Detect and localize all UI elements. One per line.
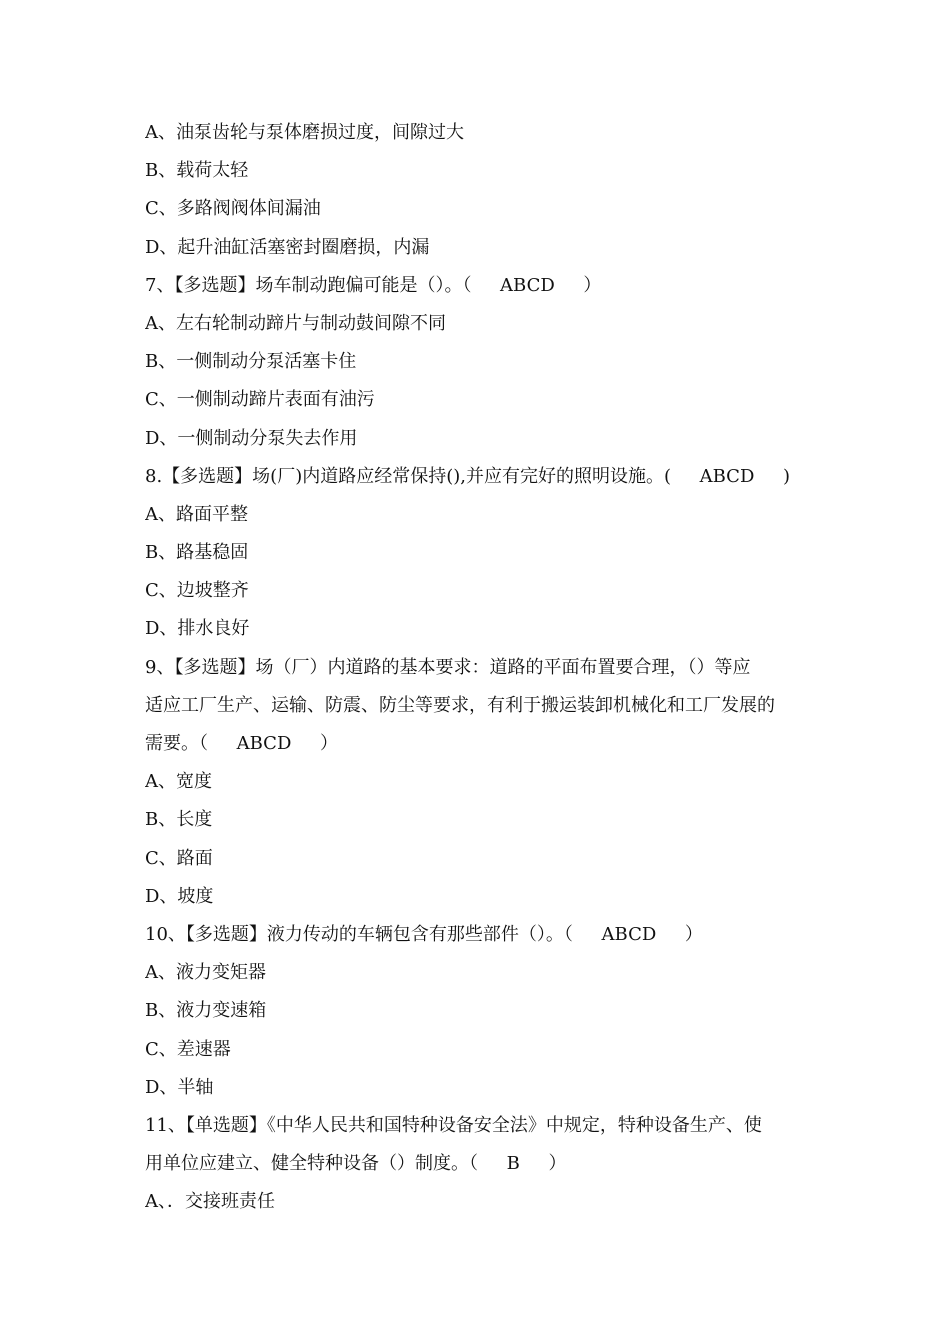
option-line: C、差速器 (145, 1038, 231, 1060)
option-line: D、起升油缸活塞密封圈磨损，内漏 (145, 236, 430, 258)
option-line: B、载荷太轻 (145, 160, 249, 182)
option-line: D、坡度 (145, 885, 214, 907)
option-line: A、路面平整 (145, 503, 248, 525)
option-line: A、液力变矩器 (145, 962, 266, 984)
option-line: C、路面 (145, 847, 213, 869)
question-line: 11、【单选题】《中华人民共和国特种设备安全法》中规定，特种设备生产、使 (145, 1114, 762, 1136)
option-line: C、一侧制动蹄片表面有油污 (145, 389, 375, 411)
option-line: D、排水良好 (145, 618, 250, 640)
option-line: B、路基稳固 (145, 542, 249, 564)
question-line: 需要。（ ABCD ） (145, 733, 338, 754)
option-line: A、．交接班责任 (145, 1191, 275, 1213)
option-line: B、一侧制动分泵活塞卡住 (145, 351, 357, 373)
option-line: A、油泵齿轮与泵体磨损过度，间隙过大 (145, 122, 464, 143)
question-line: 用单位应建立、健全特种设备（）制度。（ B ） (145, 1153, 567, 1175)
option-line: A、左右轮制动蹄片与制动鼓间隙不同 (145, 312, 446, 334)
option-line: A、宽度 (145, 771, 212, 793)
question-line: 8.【多选题】场(厂)内道路应经常保持(),并应有完好的照明设施。( ABCD ) (145, 465, 791, 487)
option-line: B、长度 (145, 809, 213, 831)
document-page (145, 114, 825, 1221)
option-line: B、液力变速箱 (145, 1000, 267, 1022)
question-line: 7、【多选题】场车制动跑偏可能是（）。（ ABCD ） (145, 274, 602, 296)
question-line: 10、【多选题】液力传动的车辆包含有那些部件（）。（ ABCD ） (145, 923, 703, 945)
option-line: C、多路阀阀体间漏油 (145, 198, 321, 220)
option-line: D、半轴 (145, 1076, 214, 1098)
option-line: C、边坡整齐 (145, 580, 249, 602)
question-line: 适应工厂生产、运输、防震、防尘等要求，有利于搬运装卸机械化和工厂发展的 (145, 694, 775, 716)
option-line: D、一侧制动分泵失去作用 (145, 427, 358, 449)
question-line: 9、【多选题】场（厂）内道路的基本要求：道路的平面布置要合理，（）等应 (145, 656, 751, 678)
